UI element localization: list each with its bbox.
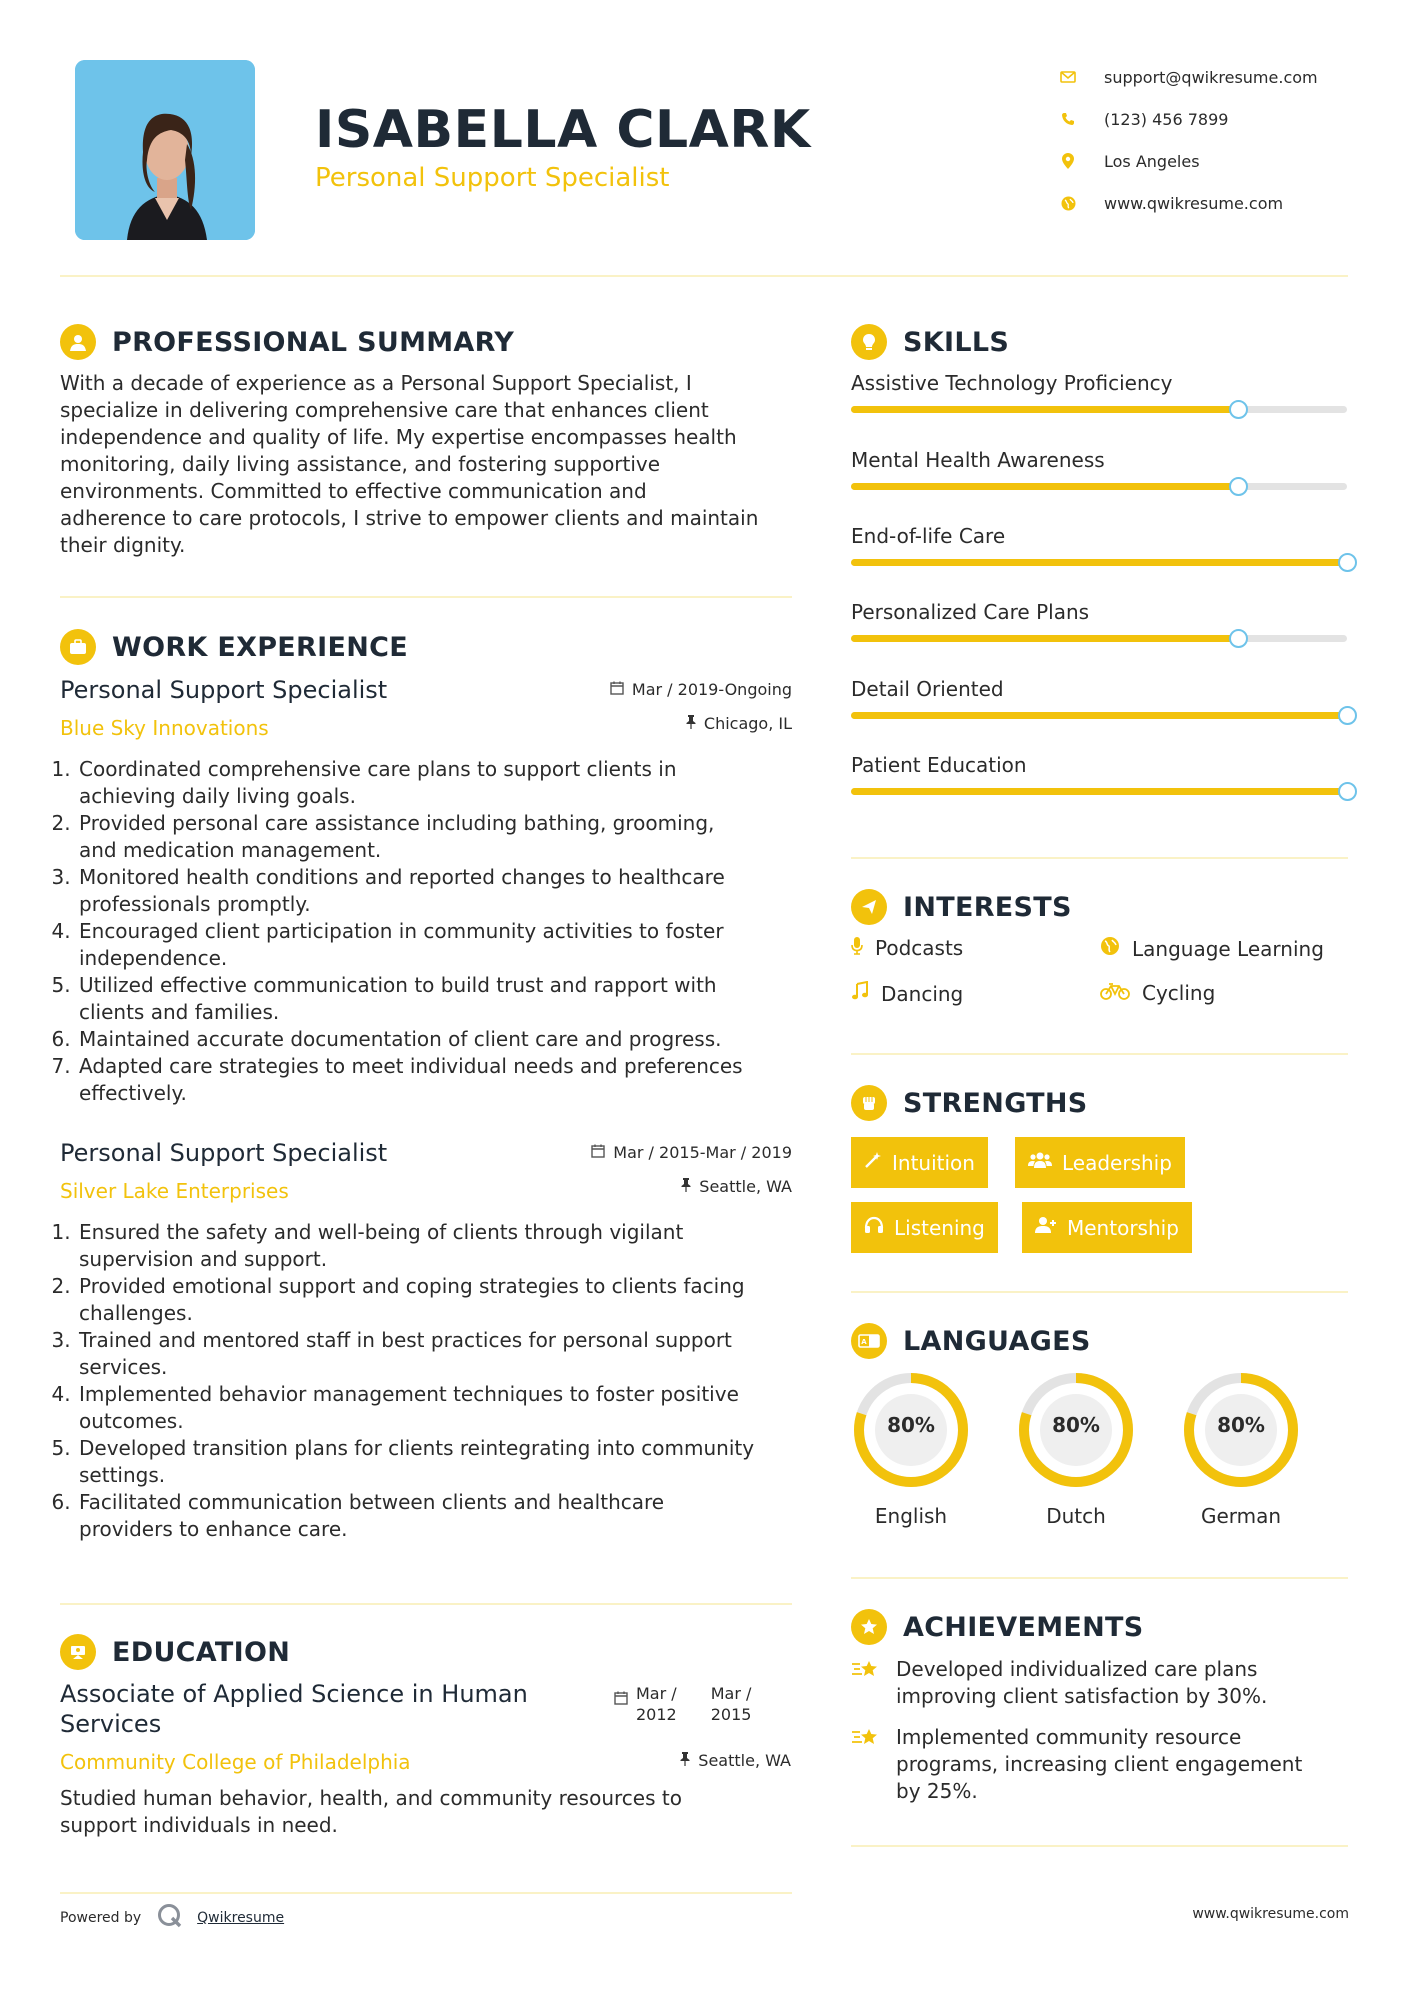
contact-location xyxy=(1048,140,1388,182)
degree-title xyxy=(60,1679,580,1739)
qwikresume-logo-icon xyxy=(157,1903,183,1933)
language-percent: 80% xyxy=(1052,1413,1100,1437)
summary-line: their dignity. xyxy=(60,533,186,557)
skill-label: Assistive Technology Proficiency xyxy=(851,371,1173,395)
language-name: German xyxy=(1200,1504,1282,1528)
contact-website-text: www.qwikresume.com xyxy=(1104,193,1284,213)
education-desc-line: Studied human behavior, health, and community resources to xyxy=(60,1786,682,1810)
skill-bar-knob xyxy=(1338,706,1357,725)
education-start: Mar / 2012 xyxy=(636,1684,677,1724)
duty-item: 5. Developed transition plans for clients reintegrating into community settings. xyxy=(77,1435,792,1489)
job-location xyxy=(686,714,792,733)
language-item xyxy=(1014,1368,1138,1528)
shooting-star-icon xyxy=(851,1656,896,1710)
achievement-text: Developed individualized care plans improving client satisfaction by 30%. xyxy=(896,1657,1268,1708)
skill-bar-knob xyxy=(1229,629,1248,648)
skill-item xyxy=(851,600,1356,624)
envelope-icon xyxy=(1048,71,1088,83)
powered-by xyxy=(60,1903,284,1933)
skill-bar xyxy=(851,559,1347,566)
contact-email-text: support@qwikresume.com xyxy=(1104,67,1318,87)
summary-line: adherence to care protocols, I strive to empower clients and maintain xyxy=(60,506,759,530)
skills-divider xyxy=(851,857,1348,859)
shooting-star-icon xyxy=(851,1724,896,1805)
duty-item: 3. Monitored health conditions and reported changes to healthcare professionals promptly. xyxy=(77,864,792,918)
duty-item: 6. Facilitated communication between clients and healthcare providers to enhance care. xyxy=(77,1489,792,1543)
summary-divider xyxy=(60,596,792,598)
duty-item: 7. Adapted care strategies to meet individual needs and preferences effectively. xyxy=(77,1053,792,1107)
summary-title: PROFESSIONAL SUMMARY xyxy=(112,326,515,358)
strength-chip xyxy=(1015,1137,1185,1188)
experience-title: WORK EXPERIENCE xyxy=(112,631,408,663)
user-plus-icon xyxy=(1035,1216,1057,1239)
job-title: Personal Support Specialist xyxy=(60,1139,388,1167)
bicycle-icon xyxy=(1100,981,1130,1005)
calendar-icon xyxy=(614,1690,628,1725)
duty-item: 2. Provided personal care assistance including bathing, grooming, and medication management. xyxy=(77,810,792,864)
interest-item xyxy=(1100,981,1215,1005)
duty-item: 2. Provided emotional support and coping strategies to clients facing challenges. xyxy=(77,1273,792,1327)
skill-bar-fill xyxy=(851,483,1238,490)
strength-label: Leadership xyxy=(1062,1150,1172,1175)
job-title: Personal Support Specialist xyxy=(60,676,388,704)
education-divider xyxy=(60,1892,792,1894)
graduation-icon xyxy=(60,1634,96,1670)
strength-chip xyxy=(851,1202,998,1253)
skill-label: Personalized Care Plans xyxy=(851,600,1090,624)
summary-line: With a decade of experience as a Personal Support Specialist, I xyxy=(60,371,692,395)
job-date-text: Mar / 2019-Ongoing xyxy=(631,680,792,699)
summary-text xyxy=(60,370,800,559)
job-duties xyxy=(60,1219,792,1543)
education-header xyxy=(60,1634,290,1670)
job-date-text: Mar / 2015-Mar / 2019 xyxy=(613,1143,792,1162)
skills-header xyxy=(851,324,1009,360)
calendar-icon xyxy=(610,681,624,699)
education-end: Mar / 2015 xyxy=(710,1684,752,1724)
language-percent: 80% xyxy=(887,1413,935,1437)
skill-item xyxy=(851,753,1356,777)
strength-chip xyxy=(1022,1202,1192,1253)
skill-bar-knob xyxy=(1229,400,1248,419)
experience-header xyxy=(60,629,408,665)
job-entry xyxy=(60,1139,792,1543)
calendar-icon xyxy=(591,1144,605,1162)
job-company: Silver Lake Enterprises xyxy=(60,1179,289,1203)
job-location-text: Seattle, WA xyxy=(699,1177,792,1196)
interest-label: Language Learning xyxy=(1132,936,1324,961)
job-duties xyxy=(60,756,792,1107)
skill-bar xyxy=(851,483,1347,490)
skill-label: Mental Health Awareness xyxy=(851,448,1105,472)
globe-icon xyxy=(1100,936,1120,961)
languages-header xyxy=(851,1323,1091,1359)
skill-bar xyxy=(851,788,1347,795)
skill-bar-fill xyxy=(851,559,1347,566)
briefcase-icon xyxy=(60,629,96,665)
interest-item xyxy=(851,981,963,1006)
summary-line: monitoring, daily living assistance, and fostering supportive xyxy=(60,452,661,476)
language-item xyxy=(849,1368,973,1528)
pushpin-icon xyxy=(686,715,696,733)
skill-item xyxy=(851,371,1356,395)
interest-label: Cycling xyxy=(1142,981,1216,1005)
microphone-icon xyxy=(851,936,863,960)
powered-by-label: Powered by xyxy=(60,1910,142,1926)
contact-website[interactable] xyxy=(1048,182,1388,224)
skill-bar-fill xyxy=(851,635,1238,642)
skill-bar-knob xyxy=(1338,782,1357,801)
language-item xyxy=(1179,1368,1303,1528)
users-icon xyxy=(1028,1151,1052,1174)
education-location-text: Seattle, WA xyxy=(698,1751,791,1770)
magic-wand-icon xyxy=(864,1151,882,1174)
skill-bar xyxy=(851,406,1347,413)
duty-item: 6. Maintained accurate documentation of client care and progress. xyxy=(77,1026,792,1053)
skill-bar xyxy=(851,635,1347,642)
profile-photo xyxy=(75,60,255,240)
achievements-title: ACHIEVEMENTS xyxy=(903,1611,1144,1643)
education-description xyxy=(60,1785,800,1839)
star-badge-icon xyxy=(851,1609,887,1645)
language-name: Dutch xyxy=(1046,1504,1106,1528)
education-date xyxy=(614,1683,751,1725)
skill-item xyxy=(851,524,1356,548)
job-entry xyxy=(60,676,792,1107)
duty-item: 3. Trained and mentored staff in best practices for personal support services. xyxy=(77,1327,792,1381)
experience-divider xyxy=(60,1603,792,1605)
language-percent: 80% xyxy=(1217,1413,1265,1437)
skill-bar-fill xyxy=(851,788,1347,795)
fist-icon xyxy=(851,1085,887,1121)
duty-item: 1. Ensured the safety and well-being of clients through vigilant supervision and support. xyxy=(77,1219,792,1273)
skill-item xyxy=(851,677,1356,701)
education-desc-line: support individuals in need. xyxy=(60,1813,338,1837)
interest-item xyxy=(851,936,963,960)
candidate-name: ISABELLA CLARK xyxy=(315,100,811,160)
skill-label: End-of-life Care xyxy=(851,524,1006,548)
job-location-text: Chicago, IL xyxy=(703,714,792,733)
language-card-icon xyxy=(851,1323,887,1359)
contact-email[interactable] xyxy=(1048,56,1388,98)
interest-item xyxy=(1100,936,1324,961)
skill-bar-knob xyxy=(1229,477,1248,496)
strengths-divider xyxy=(851,1291,1348,1293)
job-date xyxy=(591,1143,792,1162)
lightbulb-icon xyxy=(851,324,887,360)
skill-label: Patient Education xyxy=(851,753,1027,777)
user-icon xyxy=(60,324,96,360)
contact-list xyxy=(1048,56,1388,224)
svg-text:A: A xyxy=(861,1338,867,1346)
interests-header xyxy=(851,889,1072,925)
languages-divider xyxy=(851,1577,1348,1579)
contact-location-text: Los Angeles xyxy=(1104,151,1200,171)
strength-label: Mentorship xyxy=(1067,1215,1179,1240)
paper-plane-icon xyxy=(851,889,887,925)
achievement-item xyxy=(851,1656,1341,1710)
interests-title: INTERESTS xyxy=(903,891,1072,923)
education-title: EDUCATION xyxy=(112,1636,291,1668)
strength-label: Intuition xyxy=(892,1150,975,1175)
header-divider xyxy=(60,275,1348,277)
degree-line: Services xyxy=(60,1710,162,1738)
duty-item: 5. Utilized effective communication to build trust and rapport with clients and families. xyxy=(77,972,792,1026)
interest-label: Dancing xyxy=(881,981,964,1006)
duty-item: 1. Coordinated comprehensive care plans to support clients in achieving daily living goals. xyxy=(77,756,792,810)
school-name: Community College of Philadelphia xyxy=(60,1750,411,1774)
strengths-title: STRENGTHS xyxy=(903,1087,1088,1119)
interests-divider xyxy=(851,1053,1348,1055)
contact-phone-text: (123) 456 7899 xyxy=(1104,109,1229,129)
education-location xyxy=(680,1751,791,1770)
skill-bar-fill xyxy=(851,712,1347,719)
map-pin-icon xyxy=(1048,153,1088,169)
skills-title: SKILLS xyxy=(903,326,1010,358)
job-company: Blue Sky Innovations xyxy=(60,716,269,740)
interest-label: Podcasts xyxy=(875,936,964,960)
skill-bar-knob xyxy=(1338,553,1357,572)
achievements-divider xyxy=(851,1845,1348,1847)
skill-bar-fill xyxy=(851,406,1238,413)
skill-bar xyxy=(851,712,1347,719)
strength-label: Listening xyxy=(894,1215,985,1240)
degree-line: Associate of Applied Science in Human xyxy=(60,1680,528,1708)
candidate-role: Personal Support Specialist xyxy=(315,163,670,193)
achievement-item xyxy=(851,1724,1341,1805)
duty-item: 4. Encouraged client participation in community activities to foster independence. xyxy=(77,918,792,972)
contact-phone[interactable] xyxy=(1048,98,1388,140)
job-date xyxy=(610,680,792,699)
achievement-text: Implemented community resource programs, increasing client engagement by 25%. xyxy=(896,1725,1303,1803)
duty-item: 4. Implemented behavior management techniques to foster positive outcomes. xyxy=(77,1381,792,1435)
pushpin-icon xyxy=(680,1752,690,1770)
footer-url[interactable]: www.qwikresume.com xyxy=(1192,1906,1349,1922)
strength-chip xyxy=(851,1137,988,1188)
phone-icon xyxy=(1048,112,1088,126)
music-note-icon xyxy=(851,981,869,1006)
summary-line: specialize in delivering comprehensive care that enhances client xyxy=(60,398,709,422)
pushpin-icon xyxy=(681,1178,691,1196)
achievements-header xyxy=(851,1609,1144,1645)
qwikresume-link[interactable]: Qwikresume xyxy=(197,1910,285,1926)
job-location xyxy=(681,1177,792,1196)
summary-line: environments. Committed to effective communication and xyxy=(60,479,647,503)
skill-label: Detail Oriented xyxy=(851,677,1004,701)
skill-item xyxy=(851,448,1356,472)
strengths-header xyxy=(851,1085,1088,1121)
language-name: English xyxy=(874,1504,948,1528)
globe-icon xyxy=(1048,196,1088,211)
summary-line: independence and quality of life. My expertise encompasses health xyxy=(60,425,737,449)
summary-header xyxy=(60,324,514,360)
languages-title: LANGUAGES xyxy=(903,1325,1091,1357)
headphones-icon xyxy=(864,1216,884,1239)
